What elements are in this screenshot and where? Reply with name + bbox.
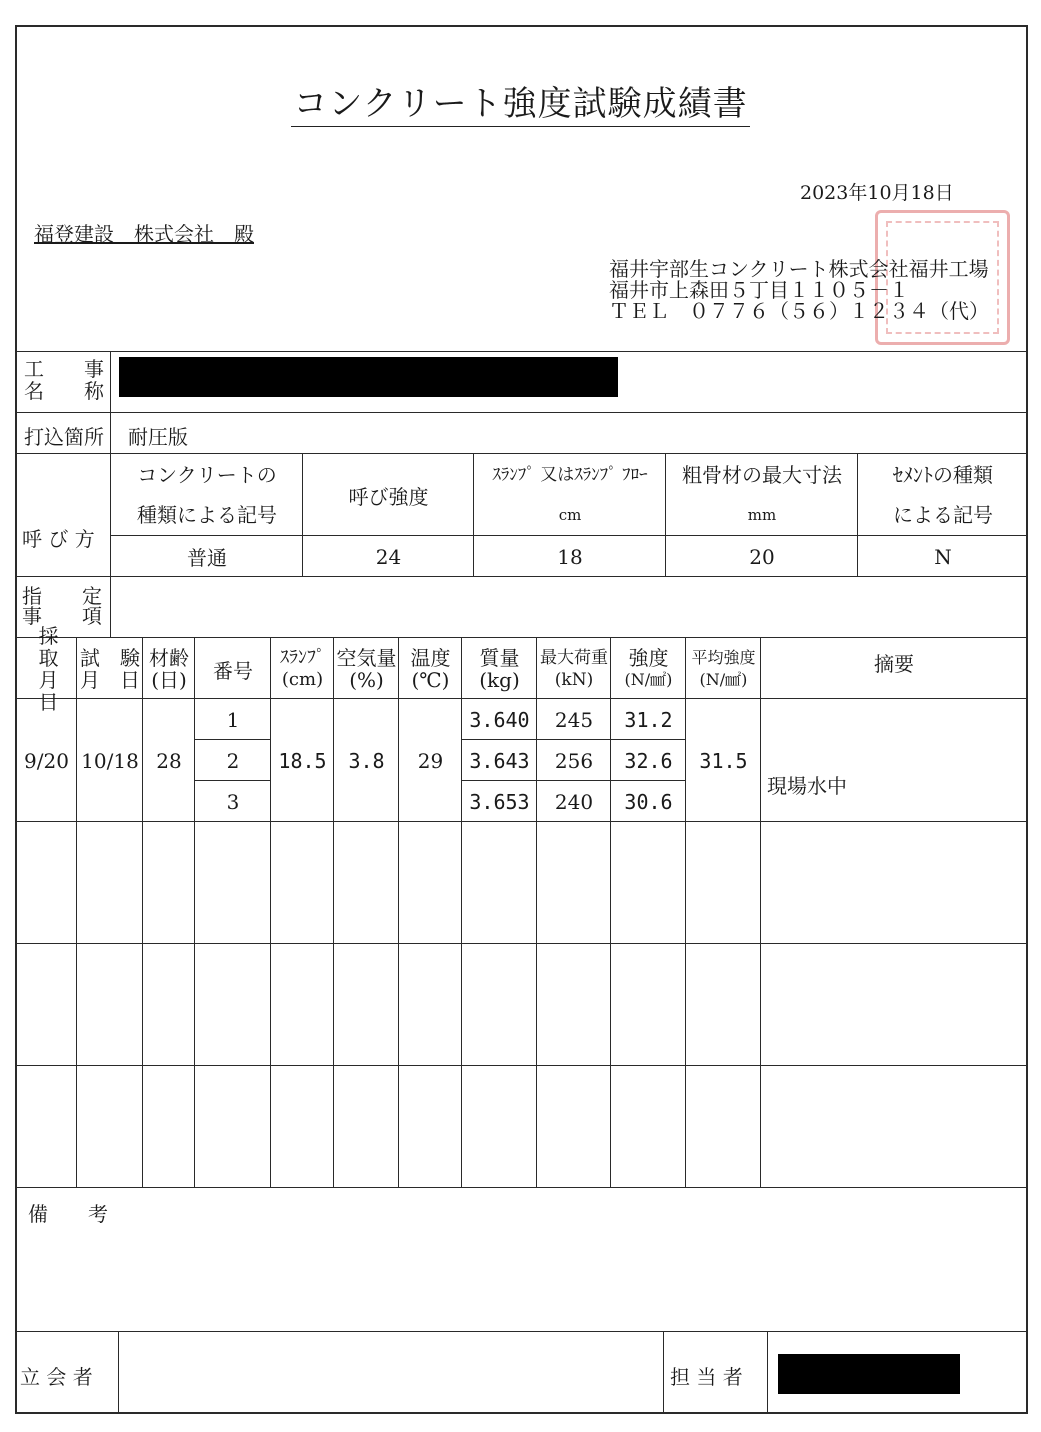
specified-items-label [22, 586, 102, 626]
rule [461, 637, 462, 1187]
rule [302, 453, 303, 576]
test-date-value: 10/18 [81, 748, 139, 773]
issuer-name: 福井宇部生コンクリート株式会社福井工場 [609, 257, 989, 281]
header-max-load [538, 640, 610, 698]
person-in-charge-label: 担 当 者 [670, 1365, 743, 1389]
rule [461, 780, 685, 781]
rule [857, 453, 858, 576]
issuer-block [609, 259, 989, 322]
rule [110, 351, 111, 637]
rule [76, 637, 77, 1187]
witness-label: 立 会 者 [20, 1365, 93, 1389]
header-summary: 摘要 [874, 652, 914, 676]
sampling-date-value: 9/20 [24, 748, 69, 773]
rule [15, 453, 1028, 454]
mass-value: 3.640 [469, 707, 530, 732]
header-avg-strength [687, 640, 760, 698]
header-line: 空気量 [336, 646, 397, 670]
header-line: 試 験 [80, 646, 140, 670]
header-line: (℃) [411, 668, 450, 692]
mass-value: 3.643 [469, 748, 530, 773]
header-line: (kN) [554, 670, 594, 690]
header-line: cm [558, 506, 582, 524]
header-line: (N/㎟) [699, 670, 748, 689]
header-line: (%) [349, 668, 384, 692]
issue-date: 2023年10月18日 [800, 182, 954, 204]
header-line: (cm) [281, 669, 324, 690]
temperature-value: 29 [417, 748, 444, 773]
header-line: 種類による記号 [137, 503, 277, 527]
rule [15, 412, 1028, 413]
header-line: 平均強度 [691, 648, 756, 667]
rule [194, 739, 270, 740]
value-concrete-type: 普通 [187, 546, 227, 570]
rule [536, 637, 537, 1187]
header-line: 粗骨材の最大寸法 [682, 463, 842, 487]
header-cement [859, 455, 1027, 535]
avg-strength-value: 31.5 [699, 748, 748, 773]
recipient: 福登建設 株式会社 殿 [34, 222, 254, 246]
header-nominal-strength: 呼び強度 [348, 484, 429, 509]
redacted-project-name [119, 357, 618, 397]
rule [194, 637, 195, 1187]
header-concrete-type [112, 455, 302, 535]
specimen-number: 1 [226, 707, 240, 732]
specimen-number: 3 [226, 789, 240, 814]
rule [461, 739, 685, 740]
header-line: 温度 [410, 646, 451, 670]
label-line: 工 事 [24, 357, 104, 381]
mass-value: 3.653 [469, 789, 530, 814]
document-title: コンクリート強度試験成績書 [0, 76, 1041, 125]
rule [15, 637, 1028, 638]
rule [15, 943, 1028, 944]
header-number: 番号 [213, 658, 253, 683]
rule [110, 535, 1028, 536]
header-line: コンクリートの [137, 463, 277, 487]
rule [663, 1331, 664, 1414]
rule [15, 698, 1028, 699]
header-line: mm [747, 506, 777, 524]
rule [685, 637, 686, 1187]
specimen-number: 2 [226, 748, 240, 773]
rule [15, 351, 1028, 352]
header-line: ｾﾒﾝﾄの種類 [893, 463, 993, 487]
rule [15, 576, 1028, 577]
max-load-value: 256 [554, 748, 594, 773]
rule [333, 637, 334, 1187]
project-name-label [24, 358, 104, 402]
air-value: 3.8 [348, 748, 385, 773]
label-line: 名 称 [24, 379, 104, 403]
value-slump: 18 [557, 544, 583, 569]
placement-label: 打込箇所 [24, 425, 104, 449]
rule [194, 780, 270, 781]
rule [15, 1065, 1028, 1066]
header-line: 月 日 [80, 668, 140, 692]
strength-value: 30.6 [624, 789, 673, 814]
header-line: 材齢 [149, 646, 189, 670]
header-test-date [78, 640, 142, 698]
issuer-tel: ＴＥＬ ０７７６（５６）１２３４（代） [609, 299, 989, 323]
header-sampling-date [17, 624, 79, 714]
redacted-person-name [778, 1354, 960, 1394]
rule [15, 1331, 1028, 1332]
placement-value: 耐圧版 [128, 425, 188, 449]
rule [15, 821, 1028, 822]
header-line: (kg) [479, 668, 520, 692]
rule [665, 453, 666, 576]
rule [118, 1331, 119, 1414]
header-temperature [400, 640, 461, 698]
header-slump-test [272, 640, 333, 698]
strength-value: 31.2 [624, 707, 673, 732]
age-value: 28 [156, 748, 182, 773]
value-nominal-strength: 24 [375, 544, 402, 569]
value-cement: N [934, 544, 952, 569]
label-line: 事 項 [22, 604, 102, 628]
designation-label: 呼 び 方 [22, 527, 95, 551]
header-line: 月 日 [38, 668, 79, 714]
header-strength [612, 640, 685, 698]
header-mass [463, 640, 536, 698]
header-line: 最大荷重 [540, 648, 608, 668]
label-line: 指 定 [22, 584, 102, 608]
rule [15, 1187, 1028, 1188]
header-line: による記号 [893, 503, 993, 527]
header-aggregate [667, 455, 857, 535]
header-line: (N/㎟) [624, 670, 673, 689]
header-slump [475, 455, 665, 535]
header-line: ｽﾗﾝﾌﾟ 又はｽﾗﾝﾌﾟ ﾌﾛｰ [492, 465, 648, 485]
header-line: 強度 [628, 646, 669, 670]
header-line: ｽﾗﾝﾌﾟ [280, 647, 325, 668]
slump-value: 18.5 [278, 748, 327, 773]
rule [760, 637, 761, 1187]
header-age [144, 640, 194, 698]
header-line: 質量 [479, 646, 520, 670]
rule [270, 637, 271, 1187]
rule [767, 1331, 768, 1414]
header-air [335, 640, 398, 698]
header-line: 採 取 [38, 624, 79, 670]
rule [473, 453, 474, 576]
issuer-address: 福井市上森田５丁目１１０５－１ [609, 278, 909, 302]
value-aggregate: 20 [749, 544, 775, 569]
max-load-value: 245 [554, 707, 594, 732]
strength-value: 32.6 [624, 748, 673, 773]
rule [398, 637, 399, 1187]
max-load-value: 240 [554, 789, 594, 814]
remarks-label: 備 考 [28, 1202, 108, 1226]
rule [610, 637, 611, 1187]
summary-value: 現場水中 [767, 774, 847, 798]
rule [142, 637, 143, 1187]
header-line: (日) [151, 668, 187, 692]
